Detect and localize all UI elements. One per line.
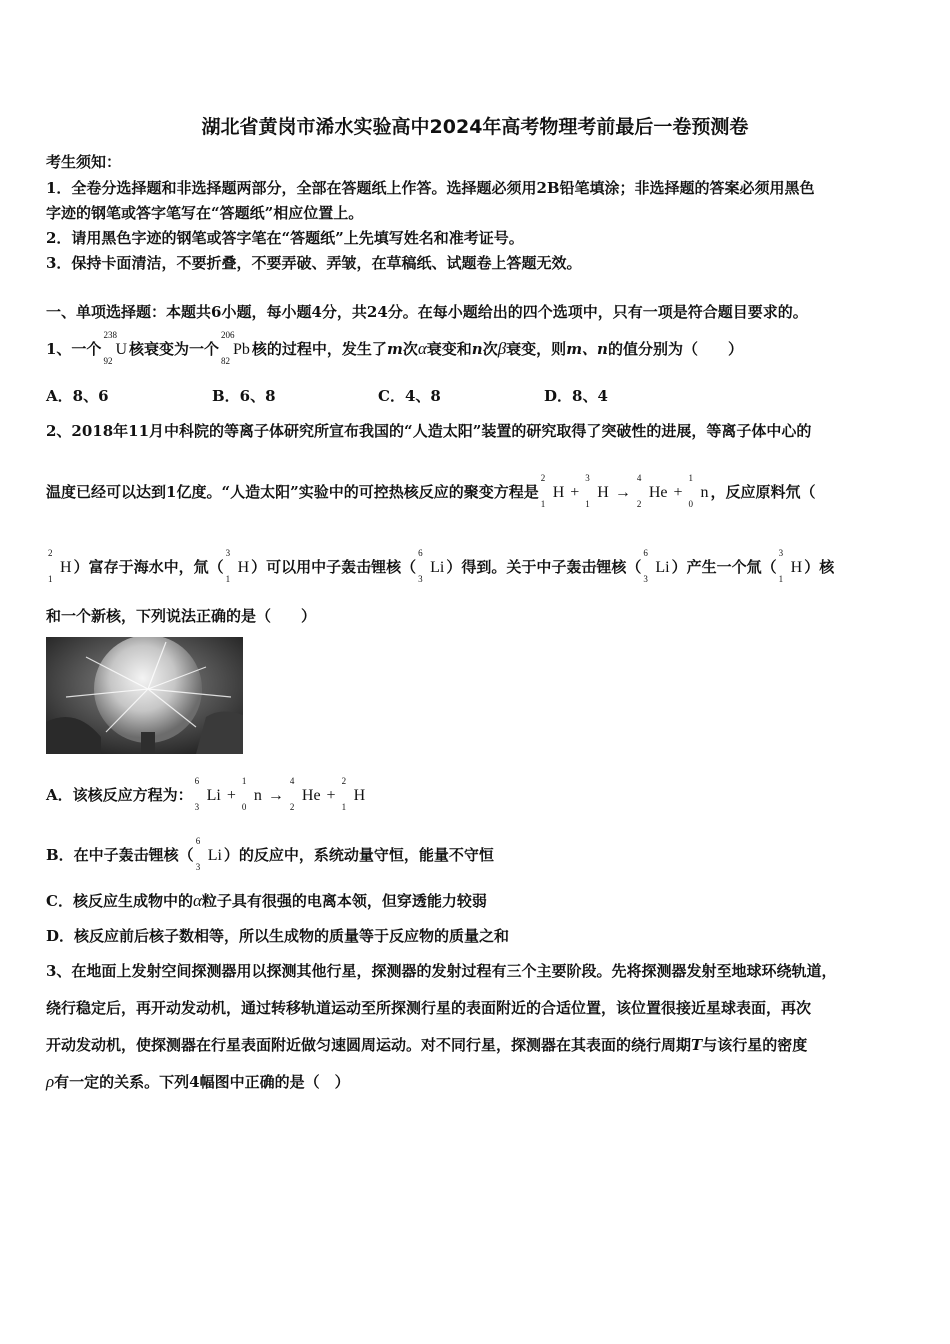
- lead-nuclide: 206 82 Pb: [221, 330, 250, 366]
- option-c[interactable]: C．4、8: [378, 387, 441, 405]
- question-3-stem: 3、在地面上发射空间探测器用以探测其他行星，探测器的发射过程有三个主要阶段。先将探测器发射至地球环绕轨道，: [46, 962, 837, 980]
- section-heading: 一、单项选择题：本题共6小题，每小题4分，共24分。在每小题给出的四个选项中，只有一项是符合题目要求的。: [46, 303, 808, 321]
- option-a[interactable]: A．8、6: [46, 387, 109, 405]
- question-1-stem: 1、一个 238 92 U 核衰变为一个 206 82 Pb 核的过程中，发生了m次α衰变和n次β衰变，则m、n的值分别为（ ）: [46, 330, 743, 366]
- notice-item: 3．保持卡面清洁，不要折叠，不要弄破、弄皱，在草稿纸、试题卷上答题无效。: [46, 254, 582, 272]
- question-2-stem: 温度已经可以达到1亿度。“人造太阳”实验中的可控热核反应的聚变方程是 2 1 H + 3 1 H → 4 2 He + 1 0 n ，反应原料氘（: [46, 473, 816, 510]
- option-a[interactable]: A．该核反应方程为： 6 3 Li + 1 0 n → 4 2 He + 2 1 H: [46, 776, 366, 813]
- notice-item: 字迹的钢笔或答字笔写在“答题纸”相应位置上。: [46, 204, 364, 222]
- question-1-options: [46, 386, 710, 406]
- option-d[interactable]: D．8、4: [544, 387, 608, 405]
- plasma-ball-photo: [46, 637, 243, 754]
- question-3-stem: ρ有一定的关系。下列4幅图中正确的是（ ）: [46, 1072, 350, 1091]
- page-title: 湖北省黄岗市浠水实验高中2024年高考物理考前最后一卷预测卷: [201, 116, 749, 138]
- question-3-stem: 开动发动机，使探测器在行星表面附近做匀速圆周运动。对不同行星，探测器在其表面的绕行周期T与该行星的密度: [46, 1036, 808, 1054]
- uranium-nuclide: 238 92 U: [103, 330, 127, 366]
- option-c[interactable]: C．核反应生成物中的α粒子具有很强的电离本领，但穿透能力较弱: [46, 891, 487, 910]
- question-2-stem: 2 1 H ）富存于海水中，氚（ 3 1 H ）可以用中子轰击锂核（ 6 3 Li ）得到。关于中子轰击锂核（ 6 3 Li ）产生一个氚（ 3 1 H ）核: [48, 548, 835, 584]
- question-2-stem: 和一个新核，下列说法正确的是（ ）: [46, 607, 317, 625]
- notice-item: 1．全卷分选择题和非选择题两部分，全部在答题纸上作答。选择题必须用2B铅笔填涂；非选择题的答案必须用黑色: [46, 179, 815, 197]
- fusion-equation: 2 1 H + 3 1 H → 4 2 He + 1 0 n: [540, 473, 709, 510]
- option-b[interactable]: B．6、8: [212, 387, 276, 405]
- option-d[interactable]: D．核反应前后核子数相等，所以生成物的质量等于反应物的质量之和: [46, 927, 510, 945]
- notice-heading: 考生须知：: [46, 153, 122, 171]
- question-2-stem: 2、2018年11月中科院的等离子体研究所宣布我国的“人造太阳”装置的研究取得了突破性的进展，等离子体中心的: [46, 422, 812, 440]
- notice-item: 2．请用黑色字迹的钢笔或答字笔在“答题纸”上先填写姓名和准考证号。: [46, 229, 524, 247]
- option-b[interactable]: B．在中子轰击锂核（ 6 3 Li ）的反应中，系统动量守恒，能量不守恒: [46, 836, 494, 872]
- question-3-stem: 绕行稳定后，再开动发动机，通过转移轨道运动至所探测行星的表面附近的合适位置，该位置很接近星球表面，再次: [46, 999, 812, 1017]
